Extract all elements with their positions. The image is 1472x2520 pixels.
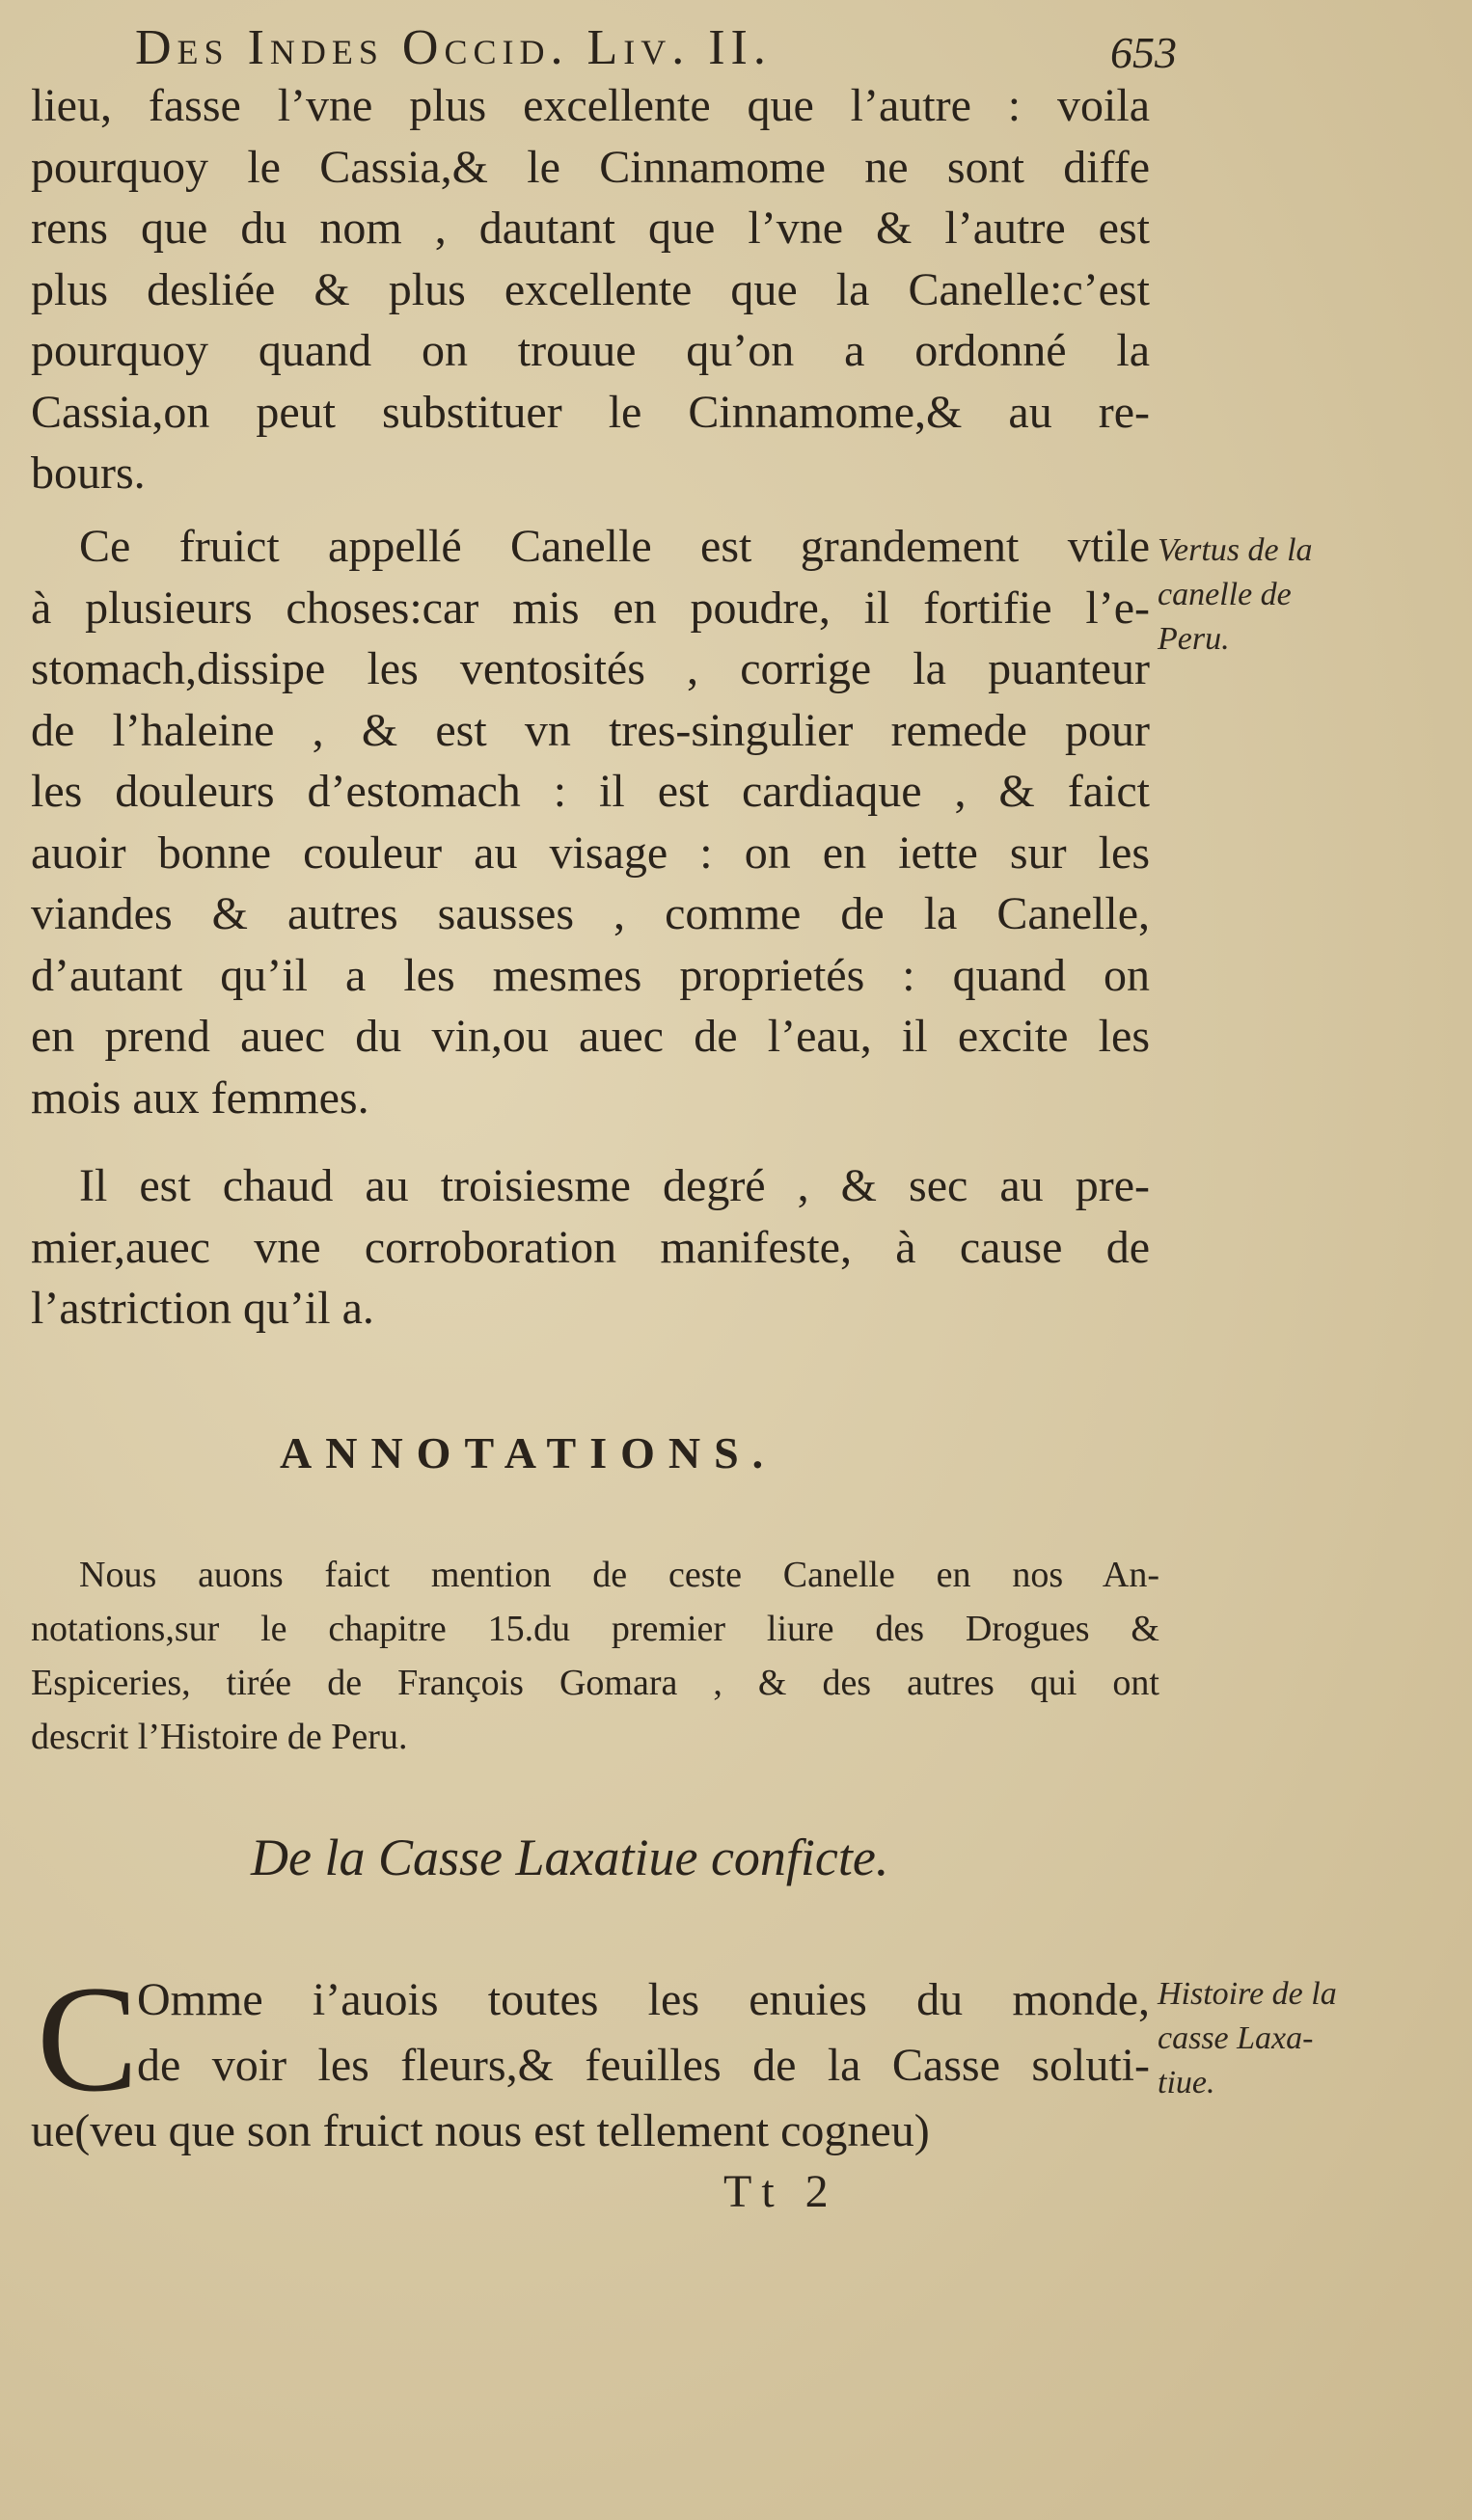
text-line: d’autant qu’il a les mesmes proprietés : quand on: [31, 949, 1150, 1001]
margin-note-line: Vertus de la: [1158, 532, 1313, 568]
text-line: descrit l’Histoire de Peru.: [31, 1717, 408, 1757]
drop-cap: C: [37, 1955, 139, 2124]
text-line: viandes & autres sausses , comme de la Canelle,: [31, 888, 1150, 939]
text-line: Cassia,on peut substituer le Cinnamome,& au re-: [31, 386, 1150, 438]
text-line: plus desliée & plus excellente que la Canelle:c’est: [31, 263, 1150, 315]
margin-note-line: Peru.: [1158, 621, 1230, 657]
margin-note-line: tiue.: [1158, 2065, 1215, 2100]
text-line: mois aux femmes.: [31, 1071, 369, 1124]
text-line: lieu, fasse l’vne plus excellente que l’autre : voila: [31, 80, 1150, 131]
running-title: Des Indes Occid. Liv. II.: [135, 20, 772, 75]
text-line: de voir les fleurs,& feuilles de la Casse soluti-: [137, 2040, 1150, 2091]
text-line: pourquoy quand on trouue qu’on a ordonné la: [31, 325, 1150, 376]
text-line: ue(veu que son fruict nous est tellement cogneu): [31, 2105, 930, 2156]
paragraph-1: [31, 75, 1150, 504]
text-line: bours.: [31, 447, 146, 499]
paragraph-2: [31, 516, 1150, 1128]
text-line: en prend auec du vin,ou auec de l’eau, il excite les: [31, 1011, 1150, 1062]
text-line: à plusieurs choses:car mis en poudre, il fortifie l’e-: [31, 582, 1150, 634]
text-line: stomach,dissipe les ventosités , corrige la puanteur: [31, 643, 1150, 694]
text-line: pourquoy le Cassia,& le Cinnamome ne sont diffe: [31, 141, 1150, 193]
text-line: Nous auons faict mention de ceste Canelle en nos An-: [79, 1555, 1159, 1595]
page-number: 653: [1110, 28, 1177, 77]
text-line: rens que du nom , dautant que l’vne & l’autre est: [31, 203, 1150, 254]
text-line: l’astriction qu’il a.: [31, 1283, 374, 1334]
margin-note-line: Histoire de la: [1158, 1976, 1337, 2012]
margin-note-line: canelle de: [1158, 577, 1292, 612]
signature-mark: Tt 2: [723, 2166, 838, 2217]
text-line: auoir bonne couleur au visage : on en iette sur les: [31, 826, 1150, 879]
paragraph-3: [31, 1155, 1150, 1340]
text-line: Ce fruict appellé Canelle est grandement vtile: [79, 521, 1150, 572]
text-line: Omme i’auois toutes les enuies du monde,: [137, 1974, 1150, 2025]
margin-note-line: casse Laxa-: [1158, 2020, 1314, 2056]
annotations-text: [31, 1548, 1159, 1764]
text-line: de l’haleine , & est vn tres-singulier remede pour: [31, 704, 1150, 756]
text-line: mier,auec vne corroboration manifeste, à cause de: [31, 1221, 1150, 1273]
text-line: les douleurs d’estomach : il est cardiaque , & faict: [31, 766, 1150, 817]
text-line: Espiceries, tirée de François Gomara , & des autres qui ont: [31, 1663, 1159, 1703]
section-opening: [31, 1955, 1150, 2164]
annotations-heading: ANNOTATIONS.: [280, 1428, 777, 1477]
section-title: De la Casse Laxatiue confiсte.: [251, 1829, 889, 1886]
text-line: notations,sur le chapitre 15.du premier liure des Drogues &: [31, 1609, 1159, 1649]
margin-note-histoire: [1158, 1972, 1337, 2105]
text-line: Il est chaud au troisiesme degré , & sec au pre-: [79, 1160, 1150, 1211]
margin-note-vertus: [1158, 528, 1313, 662]
